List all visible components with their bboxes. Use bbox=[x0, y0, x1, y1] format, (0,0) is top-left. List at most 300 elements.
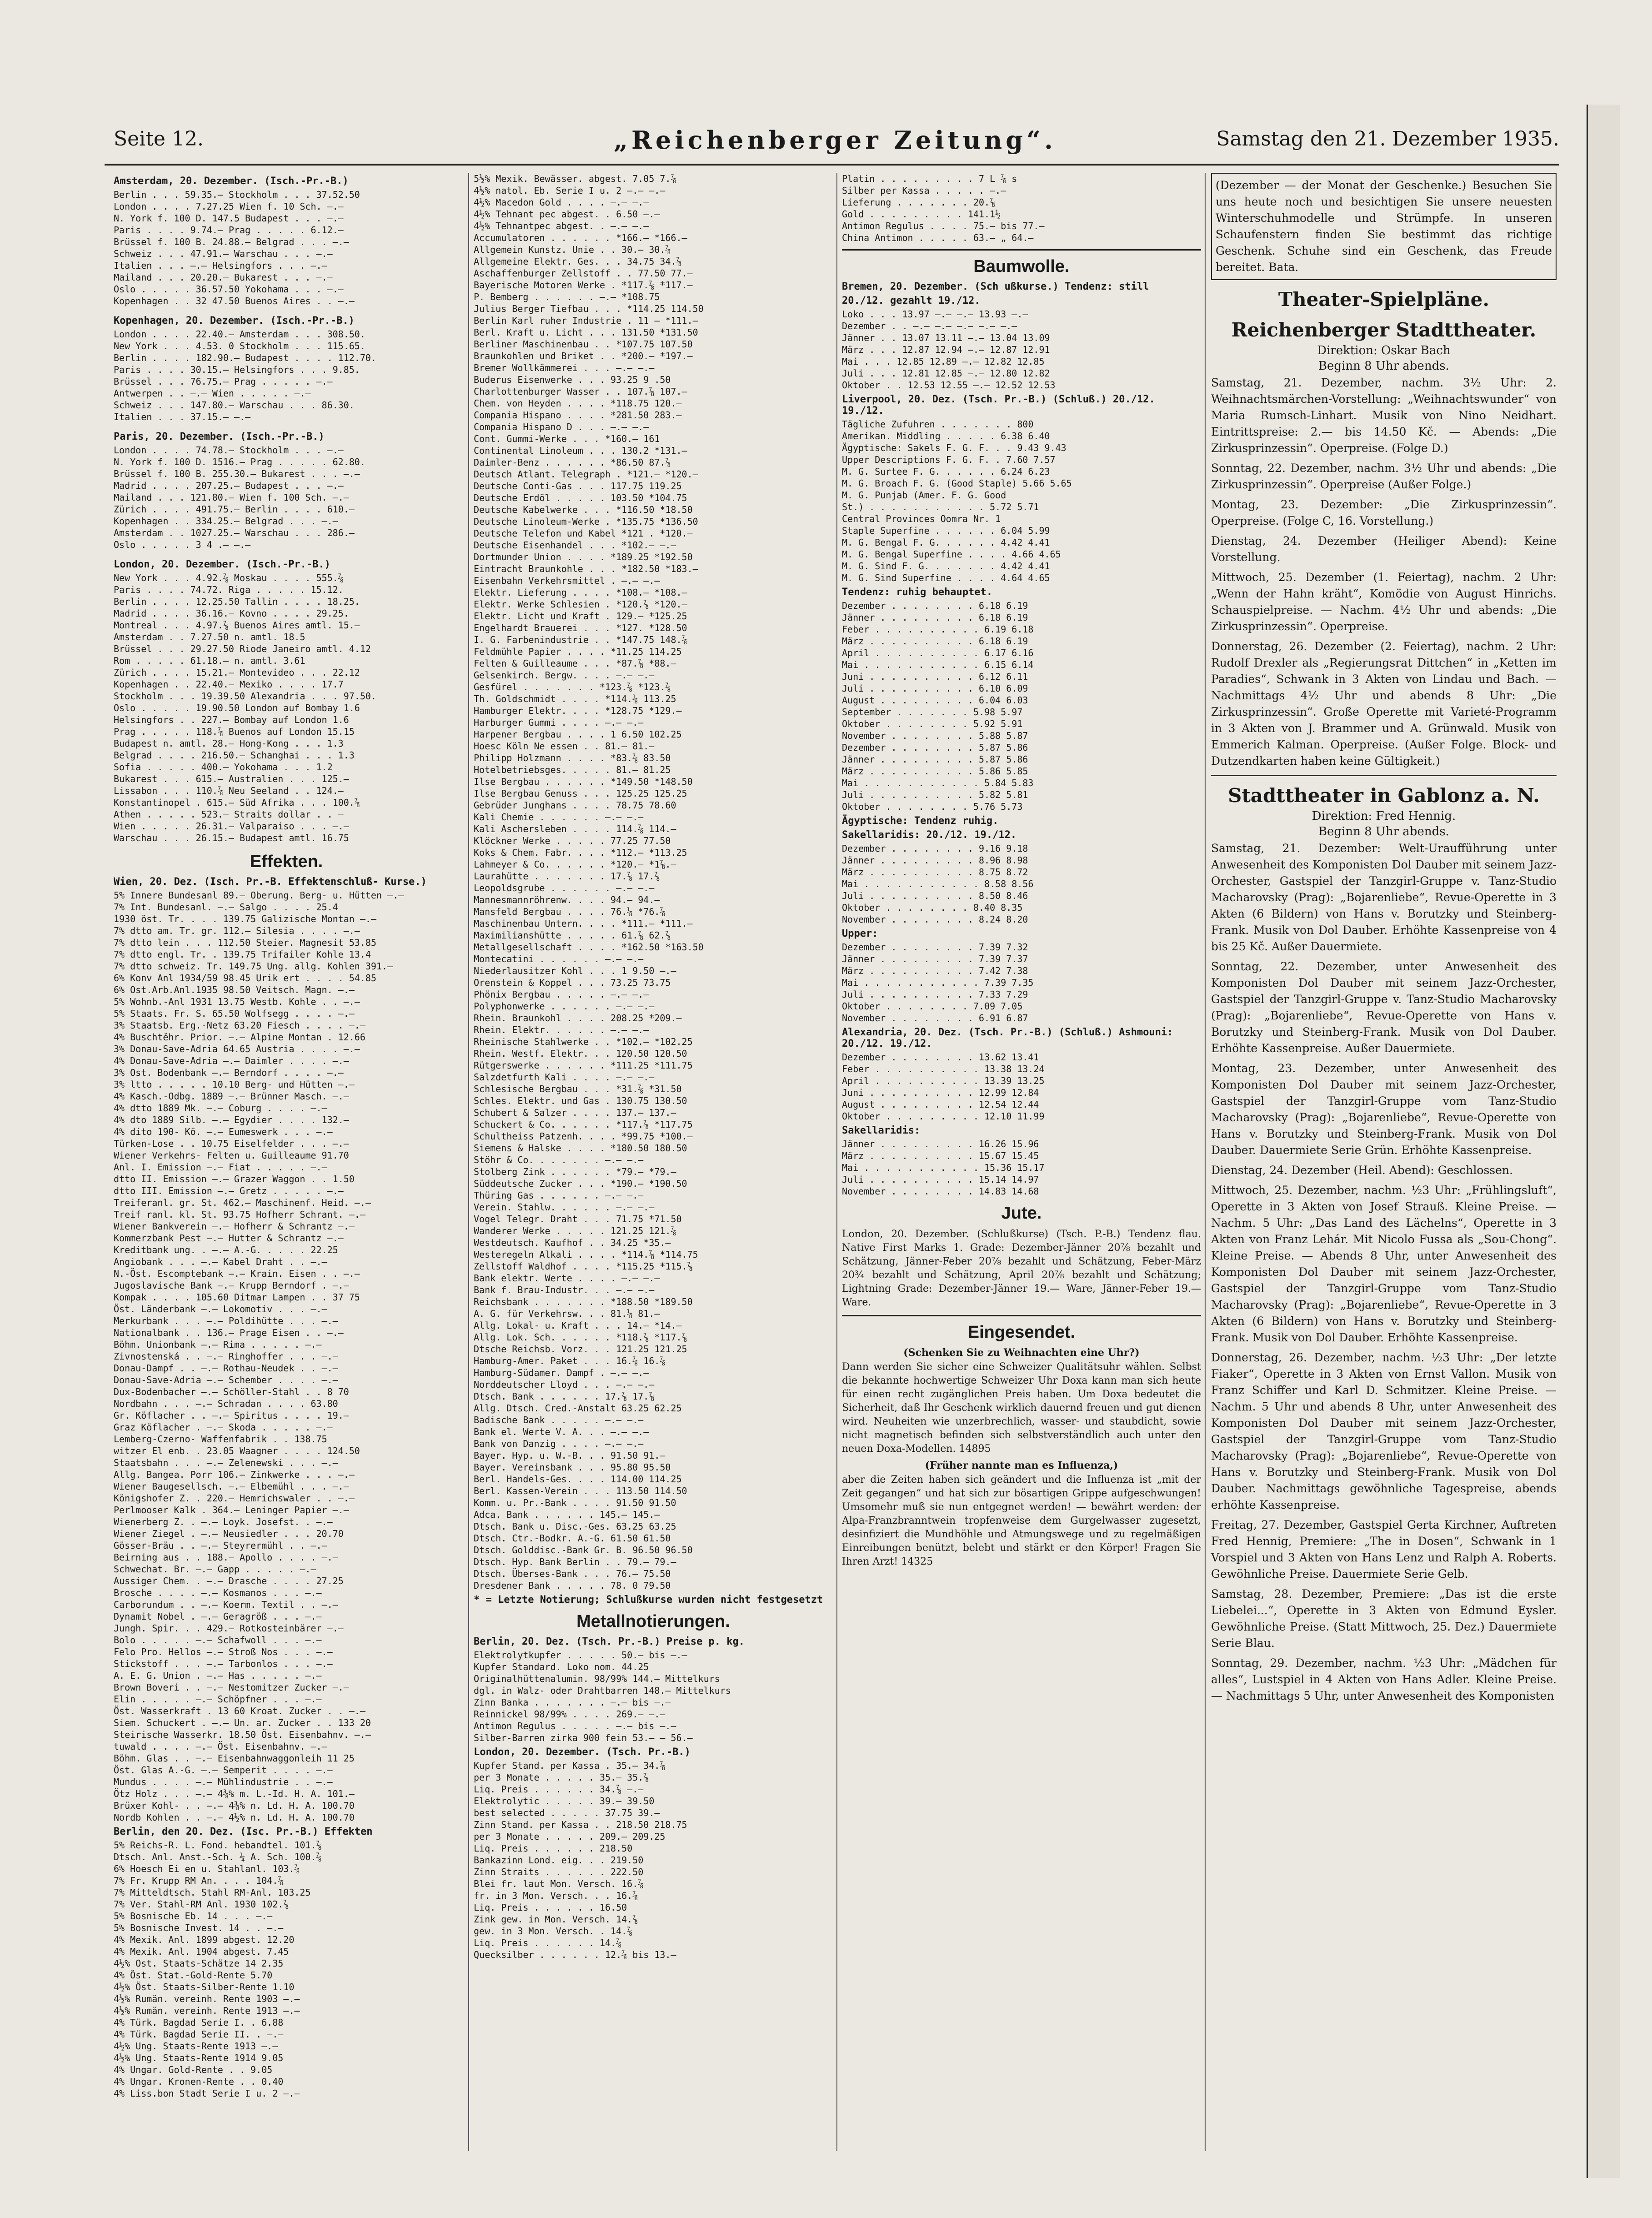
bond-row: 7% Ver. Stahl-RM Anl. 1930 102.⅞ bbox=[114, 1899, 289, 1910]
stock-row: Berl. Handels-Ges. . . . 114.00 114.25 bbox=[474, 1474, 682, 1485]
stock-row: Bayerische Motoren Werke . *117.⅞ *117.— bbox=[474, 280, 693, 291]
bond-row: 4½% Rumän. vereinh. Rente 1903 —.— bbox=[114, 1993, 300, 2004]
cotton-row: St.) . . . . . . . . . . . 5.72 5.71 bbox=[842, 502, 1039, 512]
stock-row: Braunkohlen und Briket . . *200.— *197.— bbox=[474, 351, 693, 361]
stock-row: 3% Staatsb. Erg.-Netz 63.20 Fiesch . . . . —.— bbox=[114, 1020, 365, 1031]
stock-row: Schultheiss Patzenh. . . . *99.75 *100.— bbox=[474, 1131, 693, 1142]
stock-row: Donau-Dampf . . —.— Rothau-Neudek . . —.— bbox=[114, 1363, 338, 1374]
theater-direction: Direktion: Fred Hennig. bbox=[1312, 809, 1456, 823]
section-title: Eingesendet. bbox=[967, 1323, 1076, 1342]
exchange-row: Amsterdam . . 7.27.50 n. amtl. 18.5 bbox=[114, 632, 305, 642]
stock-row: Zivnostenská . . —.— Ringhoffer . . . —.— bbox=[114, 1351, 338, 1362]
theater-direction: Direktion: Oskar Bach bbox=[1317, 344, 1451, 357]
stock-row: Berl. Kraft u. Licht . . . 131.50 *131.50 bbox=[474, 327, 698, 338]
stock-row: Buderus Eisenwerke . . . 93.25 9 .50 bbox=[474, 374, 671, 385]
cotton-row: Oktober . . 12.53 12.55 —.— 12.52 12.53 bbox=[842, 380, 1056, 391]
cotton-row: März . . . . . . . . . . 15.67 15.45 bbox=[842, 1150, 1039, 1161]
cotton-row: Juli . . . . . . . . . . 8.50 8.46 bbox=[842, 890, 1028, 901]
stock-row: Rheinische Stahlwerke . . *102.— *102.25 bbox=[474, 1036, 693, 1047]
exchange-row: Berlin . . . . 182.90.— Budapest . . . . 112.70. bbox=[114, 352, 376, 363]
bond-row: 4% Mexik. Anl. 1899 abgest. 12.20 bbox=[114, 1934, 295, 1945]
stock-row: Th. Goldschmidt . . . . *114.⅛ 113.25 bbox=[474, 693, 676, 704]
stock-row: Mundus . . . . —.— Mühlindustrie . . —.— bbox=[114, 1776, 333, 1787]
stock-row: dtto III. Emission —.— Gretz . . . . . —.— bbox=[114, 1185, 344, 1196]
cotton-row: März . . . 12.87 12.94 —.— 12.87 12.91 bbox=[842, 344, 1050, 355]
metal-row: Liq. Preis . . . . . . 14.⅞ bbox=[474, 1937, 622, 1948]
stock-row: Wanderer Werke . . . . . 121.25 121.⅞ bbox=[474, 1225, 676, 1236]
cotton-row: Mai . . . . . . . . . . . 15.36 15.17 bbox=[842, 1162, 1045, 1173]
metal-row: Antimon Regulus . . . . 75.— bis 77.— bbox=[842, 221, 1045, 231]
stock-row: 7% dtto am. Tr. gr. 112.— Silesia . . . . —.— bbox=[114, 925, 360, 936]
stock-row: Kreditbank ung. . —.— A.-G. . . . . 22.25 bbox=[114, 1244, 338, 1255]
divider bbox=[842, 249, 1201, 251]
program-entry: Samstag, 28. Dezember, Premiere: „Das ist die erste Liebelei...“, Operette in 3 Akten von Edmund Eysler. Gewöhnliche Preise. (Statt Mittwoch, 25. Dez.) Dauermiete Serie Blau. bbox=[1211, 1587, 1557, 1650]
theater-title: Reichenberger Stadttheater. bbox=[1231, 319, 1537, 341]
metal-row: Elektrolytkupfer . . . . . 50.— bis —.— bbox=[474, 1650, 687, 1661]
cotton-row: M. G. Sind F. G. . . . . . . 4.42 4.41 bbox=[842, 561, 1050, 572]
metal-row: Kupfer Stand. per Kassa . 35.— 34.⅞ bbox=[474, 1760, 666, 1771]
exchange-row: Brüssel f. 100 B. 24.88.— Belgrad . . . —.— bbox=[114, 236, 349, 247]
exchange-row: Schweiz . . . 147.80.— Warschau . . . 86.30. bbox=[114, 400, 355, 411]
cotton-row: Oktober . . . . . . . . . 12.10 11.99 bbox=[842, 1111, 1045, 1122]
stock-row: Königshofer Z. . 220.— Hemrichswaler . . —.— bbox=[114, 1493, 355, 1504]
stock-row: Öst. Wasserkraft . 13 60 Kroat. Zucker . . —.— bbox=[114, 1706, 365, 1716]
cotton-row: November . . . . . . . . 8.24 8.20 bbox=[842, 914, 1028, 925]
stock-row: Ilse Bergbau Genuss . . . 125.25 125.25 bbox=[474, 788, 687, 799]
stock-row: Öst. Länderbank —.— Lokomotiv . . . —.— bbox=[114, 1304, 327, 1315]
stock-row: Thüring Gas . . . . . . —.— —.— bbox=[474, 1190, 644, 1201]
stock-row: Bolo . . . . . —.— Schafwoll . . . —.— bbox=[114, 1635, 322, 1646]
section-title: Effekten. bbox=[250, 852, 323, 871]
cotton-row: Dezember . . . . . . . . 13.62 13.41 bbox=[842, 1052, 1039, 1063]
stock-row: Elektr. Lieferung . . . . *108.— *108.— bbox=[474, 587, 687, 598]
section-title: Jute. bbox=[1001, 1204, 1042, 1223]
stock-row: Böhm. Glas . . —.— Eisenbahnwaggonleih 11 25 bbox=[114, 1753, 355, 1764]
program-entry: Samstag, 21. Dezember: Welt-Uraufführung unter Anwesenheit des Komponisten Dol Dauber mit seinem Jazz-Orchester, Gastspiel der Tanzgirl-Gruppe v. Tanz-Studio Macharovsky (Prag): „Bojarenliebe“, Revue-Operette in 3 Akten (6 Bildern) von Hans v. Borutzky und Steinberg-Frank. Musik von Dol Dauber. Erhöhte Kassenpreise von 4 bis 25 Kč. Außer Dauermiete. bbox=[1211, 842, 1557, 953]
stock-row: Daimler-Benz . . . . . . *86.50 87.⅞ bbox=[474, 457, 671, 468]
stock-row: Nordbahn . . . —.— Schradan . . . . 63.80 bbox=[114, 1398, 338, 1409]
stock-row: Brosche . . . . —.— Kosmanos . . . —.— bbox=[114, 1587, 322, 1598]
cotton-row: Staple Superfine . . . . . . 6.04 5.99 bbox=[842, 525, 1050, 536]
column-commodities bbox=[836, 173, 1201, 2151]
exchange-row: Kopenhagen . . 22.40.— Mexiko . . . . 17.7 bbox=[114, 679, 344, 690]
cotton-row: Juli . . . . . . . . . . 7.33 7.29 bbox=[842, 989, 1028, 1000]
exchange-row: Bukarest . . . 615.— Australien . . . 125.— bbox=[114, 773, 349, 784]
section-heading: Tendenz: ruhig behauptet. bbox=[842, 587, 993, 598]
cotton-row: Amerikan. Middling . . . . . 6.38 6.40 bbox=[842, 431, 1050, 442]
bond-row: 4½% Ost. Staats-Schätze 14 2.35 bbox=[114, 1958, 284, 1969]
stock-row: Harpener Bergbau . . . . 1 6.50 102.25 bbox=[474, 729, 682, 740]
metal-row: fr. in 3 Mon. Versch. . . 16.⅞ bbox=[474, 1890, 638, 1901]
stock-row: Dtsch. Hyp. Bank Berlin . . 79.— 79.— bbox=[474, 1556, 676, 1567]
bond-row: 7% Mitteldtsch. Stahl RM-Anl. 103.25 bbox=[114, 1887, 311, 1898]
program-entry: Montag, 23. Dezember, unter Anwesenheit des Komponisten Dol Dauber mit seinem Jazz-Orchester, Gastspiel der Tanzgirl-Gruppe vom Tanz-Studio Macharovsky (Prag): „Bojarenliebe“, Revue-Operette von Hans v. Borutzky und Steinberg-Frank. Musik von Dol Dauber. Dauermiete Serie Grün. Erhöhte Kassenpreise. bbox=[1211, 1062, 1557, 1157]
section-heading: Sakellaridis: bbox=[842, 1125, 921, 1136]
stock-row: 3% Ost. Bodenbank —.— Berndorf . . . . —.— bbox=[114, 1067, 344, 1078]
exchange-row: Oslo . . . . . 3 4 .— —.— bbox=[114, 539, 251, 550]
metal-row: Silber-Barren zirka 900 fein 53.— — 56.— bbox=[474, 1732, 693, 1743]
stock-row: Treif ranl. kl. St. 93.75 Hofherr Schrant. —.— bbox=[114, 1209, 365, 1220]
advert-box: (Dezember — der Monat der Geschenke.) Besuchen Sie uns heute noch und besichtigen Sie unsere neuesten Winterschuhmodelle und Strümpfe. In unseren Schaufenstern finden Sie bestimmt das richtige Geschenk. Schuhe sind ein Geschenk, das Freude bereitet. Bata. bbox=[1211, 173, 1557, 280]
exchange-row: N. York f. 100 D. 1516.— Prag . . . . . 62.80. bbox=[114, 457, 365, 467]
stock-row: Schubert & Salzer . . . . 137.— 137.— bbox=[474, 1107, 676, 1118]
metal-row: Zinn Straits . . . . . . 222.50 bbox=[474, 1867, 644, 1877]
exchange-row: New York . . . 4.53. 0 Stockholm . . . 115.65. bbox=[114, 341, 365, 351]
stock-row: Stickstoff . . . —.— Tarbonlos . . . —.— bbox=[114, 1658, 333, 1669]
stock-row: Schwechat. Br. —.— Gapp . . . . . —.— bbox=[114, 1564, 316, 1575]
issue-date: Samstag den 21. Dezember 1935. bbox=[1216, 127, 1559, 151]
stock-row: Julius Berger Tiefbau . . . *114.25 114.50 bbox=[474, 303, 704, 314]
stock-row: Compania Hispano . . . . *281.50 283.— bbox=[474, 410, 682, 421]
bond-row: 4% Liss.bon Stadt Serie I u. 2 —.— bbox=[114, 2088, 300, 2099]
notice-heading: (Früher nannte man es Influenza,) bbox=[925, 1460, 1118, 1471]
newspaper-page bbox=[105, 105, 1618, 2178]
exchange-row: London . . . . 7.27.25 Wien f. 10 Sch. —.— bbox=[114, 201, 344, 212]
exchange-row: Italien . . . —.— Helsingfors . . . —.— bbox=[114, 260, 327, 271]
stock-row: Aussiger Chem. . —.— Drasche . . . . 27.25 bbox=[114, 1576, 344, 1586]
metal-row: Lieferung . . . . . . . 20.⅞ bbox=[842, 197, 996, 208]
stock-row: Bank f. Brau-Industr. . . —.— —.— bbox=[474, 1285, 655, 1295]
cotton-row: Oktober . . . . . . . . 7.09 7.05 bbox=[842, 1001, 1023, 1012]
stock-row: Deutsche Linoleum-Werke . *135.75 *136.50 bbox=[474, 516, 698, 527]
stock-row: Merkurbank . . . —.— Poldihütte . . . —.— bbox=[114, 1315, 338, 1326]
exchange-row: Montreal . . . 4.97.⅞ Buenos Aires amtl. 15.— bbox=[114, 620, 360, 631]
stock-row: Wiener Baugesellsch. —.— Elbemühl . . . —.— bbox=[114, 1481, 349, 1492]
stock-row: Bayer. Hyp. u. W.-B. . . 91.50 91.— bbox=[474, 1450, 666, 1461]
notice-heading: (Schenken Sie zu Weihnachten eine Uhr?) bbox=[903, 1347, 1140, 1359]
stock-row: Brown Boveri . . —.— Nestomitzer Zucker —.— bbox=[114, 1682, 349, 1693]
bond-row: 5% Bosnische Invest. 14 . . —.— bbox=[114, 1922, 284, 1933]
column-berlin-stocks bbox=[468, 173, 833, 2151]
metal-row: Blei fr. laut Mon. Versch. 16.⅞ bbox=[474, 1878, 644, 1889]
exchange-row: Prag . . . . . 118.⅞ Buenos auf London 15.15 bbox=[114, 726, 355, 737]
stock-row: Süddeutsche Zucker . . . *190.— *190.50 bbox=[474, 1178, 687, 1189]
stock-row: Kompak . . . . 105.60 Ditmar Lampen . . 37 75 bbox=[114, 1292, 360, 1303]
metal-row: Zink gew. in Mon. Versch. 14.⅞ bbox=[474, 1914, 638, 1925]
stock-row: Maschinenbau Untern. . . . *111.— *111.— bbox=[474, 918, 693, 929]
cotton-row: Juli . . . 12.81 12.85 —.— 12.80 12.82 bbox=[842, 368, 1050, 379]
cotton-row: Ägyptische: Sakels F. G. F. . . 9.43 9.43 bbox=[842, 442, 1066, 453]
cotton-row: Dezember . . —.— —.— —.— —.— —.— bbox=[842, 321, 1017, 331]
bond-row: 5% Bosnische Eb. 14 . . . —.— bbox=[114, 1911, 273, 1922]
exchange-row: Sofia . . . . . 400.— Yokohama . . . 1.2 bbox=[114, 762, 333, 773]
stock-row: Allg. Bangea. Porr 106.— Zinkwerke . . . —.— bbox=[114, 1469, 355, 1480]
section-heading: London, 20. Dezember. (Tsch. Pr.-B.) bbox=[474, 1746, 691, 1758]
stock-row: Eisenbahn Verkehrsmittel . —.— —.— bbox=[474, 575, 660, 586]
stock-row: Anl. I. Emission —.— Fiat . . . . . —.— bbox=[114, 1162, 327, 1173]
cotton-row: November . . . . . . . . 5.88 5.87 bbox=[842, 730, 1028, 741]
stock-row: Kali Aschersleben . . . . 114.⅞ 114.— bbox=[474, 823, 676, 834]
bond-row: 4½% Ung. Staats-Rente 1913 —.— bbox=[114, 2041, 278, 2052]
section-title: Baumwolle. bbox=[973, 257, 1070, 276]
exchange-row: Antwerpen . . —.— Wien . . . . . —.— bbox=[114, 388, 311, 399]
stock-row: Berliner Maschinenbau . . *107.75 107.50 bbox=[474, 339, 693, 350]
exchange-row: Konstantinopel . 615.— Süd Afrika . . . 100.⅞ bbox=[114, 797, 360, 808]
bond-row: 4½% Rumän. vereinh. Rente 1913 —.— bbox=[114, 2005, 300, 2016]
exchange-row: Wien . . . . . 26.31.— Valparaiso . . . —.— bbox=[114, 821, 349, 832]
stock-row: Norddeutscher Lloyd . . . —.— —.— bbox=[474, 1379, 655, 1390]
metal-row: Silber per Kassa . . . . . —.— bbox=[842, 185, 1006, 196]
stock-row: Graz Köflacher . —.— Skoda . . . . . —.— bbox=[114, 1422, 333, 1433]
stock-row: 7% dtto engl. Tr. . 139.75 Trifailer Kohle 13.4 bbox=[114, 949, 371, 960]
section-heading: Bremen, 20. Dezember. (Sch ußkurse.) Tendenz: still bbox=[842, 281, 1149, 292]
exchange-row: Athen . . . . . 523.— Straits dollar . . — bbox=[114, 809, 344, 820]
stock-row: Bremer Wollkämmerei . . . —.— —.— bbox=[474, 362, 655, 373]
column-headers: 20./12. gezahlt 19./12. bbox=[842, 295, 981, 306]
exchange-row: Paris . . . . 30.15.— Helsingfors . . . 9.85. bbox=[114, 364, 360, 375]
metal-row: Zinn Banka . . . . . . . —.— bis —.— bbox=[474, 1697, 671, 1708]
cotton-row: Jänner . . . . . . . . . 6.18 6.19 bbox=[842, 612, 1028, 623]
cotton-row: Central Provinces Oomra Nr. 1 bbox=[842, 513, 1001, 524]
cotton-row: April . . . . . . . . . . 13.39 13.25 bbox=[842, 1075, 1045, 1086]
cotton-row: September . . . . . . . 5.98 5.97 bbox=[842, 707, 1023, 718]
stock-row: Staatsbahn . . . —.— Zelenewski . . . —.— bbox=[114, 1457, 338, 1468]
stock-row: Montecatini . . . . . . —.— —.— bbox=[474, 953, 644, 964]
stock-row: Koks & Chem. Fabr. . . . *112.— *113.25 bbox=[474, 847, 687, 858]
stock-row: Angiobank . . . —.— Kabel Draht . . —.— bbox=[114, 1256, 327, 1267]
stock-row: 3% ltto . . . . . 10.10 Berg- und Hütten —.— bbox=[114, 1079, 355, 1090]
program-entry: Mittwoch, 25. Dezember, nachm. ½3 Uhr: „Frühlingsluft“, Operette in 3 Akten von Josef Strauß. Kleine Preise. — Nachm. 5 Uhr: „Das Land des Lächelns“, Operette in 3 Akten von Franz Lehár. Mit Nicolo Fussa als „Sou-Chong“. Kleine Preise. — Abends 8 Uhr, unter Anwesenheit des Komponisten Dol Dauber mit seinem Jazz-Orchester, Gastspiel der Tanzgirl-Gruppe vom Tanz-Studio Macharovsky (Prag): „Bojarenliebe“, Revue-Operette in 3 Akten (6 Bildern) von Hans v. Borutzky und Steinberg-Frank. Musik von Dol Dauber. Erhöhte Kassenpreise. bbox=[1211, 1184, 1557, 1344]
cotton-row: Tägliche Zufuhren . . . . . . . 800 bbox=[842, 419, 1034, 430]
stock-row: Deutsche Conti-Gas . . . 117.75 119.25 bbox=[474, 481, 682, 492]
page-header bbox=[105, 123, 1559, 166]
stock-row: Ilse Bergbau . . . . . . *149.50 *148.50 bbox=[474, 776, 693, 787]
stock-row: Elin . . . . . —.— Schöpfner . . . —.— bbox=[114, 1694, 322, 1705]
exchange-row: Amsterdam . . 1027.25.— Warschau . . . 286.— bbox=[114, 527, 355, 538]
exchange-block bbox=[114, 176, 459, 307]
bond-row: 4% Türk. Bagdad Serie I. . 6.88 bbox=[114, 2017, 284, 2028]
stock-row: Dynamit Nobel . —.— Geragröß . . . —.— bbox=[114, 1611, 322, 1622]
exchange-row: London . . . . 22.40.— Amsterdam . . . 308.50. bbox=[114, 329, 365, 340]
metal-row: Gold . . . . . . . . . 141.1½ bbox=[842, 209, 1001, 220]
stock-row: Gösser-Bräu . . —.— Steyrermühl . . —.— bbox=[114, 1540, 327, 1551]
stock-row: Phönix Bergbau . . . . . —.— —.— bbox=[474, 989, 649, 1000]
exchange-row: Mailand . . . 20.20.— Bukarest . . . —.— bbox=[114, 272, 333, 283]
stock-row: Hotelbetriebsges. . . . . 81.— 81.25 bbox=[474, 764, 671, 775]
cotton-row: Mai . . . 12.85 12.89 —.— 12.82 12.85 bbox=[842, 356, 1045, 367]
stock-row: 4% dito 190- Kö. —.— Eumeswerk . . . —.— bbox=[114, 1126, 333, 1137]
cotton-row: Jänner . . 13.07 13.11 —.— 13.04 13.09 bbox=[842, 332, 1050, 343]
cotton-row: Dezember . . . . . . . . 6.18 6.19 bbox=[842, 600, 1028, 611]
stock-row: Berl. Kassen-Verein . . . 113.50 114.50 bbox=[474, 1485, 687, 1496]
metal-row: Bankazinn Lond. eig. . . 219.50 bbox=[474, 1855, 644, 1866]
stock-row: Wiener Verkehrs- Felten u. Guilleaume 91.70 bbox=[114, 1150, 349, 1161]
stock-row: Dtsch. Bank u. Disc.-Ges. 63.25 63.25 bbox=[474, 1521, 676, 1532]
stock-row: Elektr. Werke Schlesien . *120.⅞ *120.— bbox=[474, 599, 687, 610]
stock-row: Polyphonwerke . . . . . . —.— —.— bbox=[474, 1001, 655, 1012]
stock-row: Jungh. Spir. . . 429.— Rotkosteinbärer —.— bbox=[114, 1623, 344, 1634]
program-entry: Sonntag, 22. Dezember, nachm. 3½ Uhr und abends: „Die Zirkusprinzessin“. Operpreise (Außer Folge.) bbox=[1211, 462, 1557, 491]
stock-row: Perlmooser Kalk . 364.— Leninger Papier —.— bbox=[114, 1505, 349, 1515]
stock-row: Rhein. Elektr. . . . . . —.— —.— bbox=[474, 1024, 649, 1035]
stock-row: Zellstoff Waldhof . . . . *115.25 *115.⅞ bbox=[474, 1261, 693, 1272]
program-entry: Samstag, 21. Dezember, nachm. 3½ Uhr: 2. Weihnachtsmärchen-Vorstellung: „Weihnachtswunder“ von Maria Rumsch-Linhart. Musik von Nino Neidhart. Eintrittspreise: 2.— bis 14.50 Kč. — Abends: „Die Zirkusprinzessin“. Operpreise. (Folge D.) bbox=[1211, 376, 1557, 455]
exchange-row: Italien . . . 37.15.— —.— bbox=[114, 411, 251, 422]
stock-row: Deutsche Kabelwerke . . . *116.50 *18.50 bbox=[474, 504, 693, 515]
page-number: Seite 12. bbox=[114, 127, 204, 151]
section-title: Theater-Spielpläne. bbox=[1278, 288, 1490, 311]
bond-row: 4% Ungar. Kronen-Rente . . 0.40 bbox=[114, 2076, 284, 2087]
stock-row: Philipp Holzmann . . . . *83.⅞ 83.50 bbox=[474, 753, 671, 763]
cotton-row: März . . . . . . . . . . 8.75 8.72 bbox=[842, 867, 1028, 878]
notice-text: aber die Zeiten haben sich geändert und die Influenza ist „mit der Zeit gegangen“ und hat sich zur bösartigen Grippe aufgeschwungen! Umsomehr muß sie nun entgegnet werden! — bewährt werden: der Alpa-Franzbranntwein tropfenweise dem Gurgelwasser zugesetzt, desinfiziert die Mundhöhle und Atmungswege und zu regelmäßigen Einreibungen benützt, belebt und stärkt er den Körper! Fragen Sie Ihren Arzt! 14325 bbox=[842, 1474, 1201, 1567]
cotton-row: März . . . . . . . . . . 6.18 6.19 bbox=[842, 636, 1028, 647]
stock-row: Rütgerswerke . . . . . . *111.25 *111.75 bbox=[474, 1060, 693, 1071]
stock-row: Wiener Ziegel . —.— Neusiedler . . . 20.70 bbox=[114, 1528, 344, 1539]
stock-row: Dtsche Reichsb. Vorz. . . 121.25 121.25 bbox=[474, 1344, 687, 1355]
exchange-block bbox=[114, 431, 459, 551]
metal-row: best selected . . . . . 37.75 39.— bbox=[474, 1807, 660, 1818]
stock-row: Siemens & Halske . . . . *180.50 180.50 bbox=[474, 1143, 687, 1154]
stock-row: Deutsche Telefon und Kabel *121 . *120.— bbox=[474, 528, 693, 539]
cotton-row: Jänner . . . . . . . . . 8.96 8.98 bbox=[842, 855, 1028, 866]
exchange-row: Oslo . . . . . 19.90.50 London auf Bombay 1.6 bbox=[114, 703, 360, 713]
cotton-row: Dezember . . . . . . . . 7.39 7.32 bbox=[842, 942, 1028, 953]
stock-row: Gr. Köflacher . . —.— Spiritus . . . . 19.— bbox=[114, 1410, 349, 1421]
exchange-row: Madrid . . . . 36.16.— Kovno . . . . 29.25. bbox=[114, 608, 349, 619]
stock-row: 4½% Macedon Gold . . . . —.— —.— bbox=[474, 197, 649, 208]
program-entry: Mittwoch, 25. Dezember (1. Feiertag), nachm. 2 Uhr: „Wenn der Hahn kräht“, Komödie von August Hinrichs. Schauspielpreise. — Nachm. 4½ Uhr und abends: „Die Zirkusprinzessin“. Operpreise. bbox=[1211, 571, 1557, 633]
cotton-row: M. G. Surtee F. G. . . . . . 6.24 6.23 bbox=[842, 466, 1050, 477]
stock-row: Schles. Elektr. und Gas . 130.75 130.50 bbox=[474, 1095, 687, 1106]
stock-row: Elektr. Licht und Kraft . 129.— *125.25 bbox=[474, 611, 687, 622]
stock-row: Schlesische Bergbau . . . *31.⅞ *31.50 bbox=[474, 1084, 682, 1094]
cotton-row: Mai . . . . . . . . . . . 5.84 5.83 bbox=[842, 778, 1034, 788]
stock-row: Dtsch. Überses-Bank . . . 76.— 75.50 bbox=[474, 1568, 671, 1579]
exchange-row: Lissabon . . . 110.⅞ Neu Seeland . . 124.— bbox=[114, 785, 344, 796]
cotton-row: Juli . . . . . . . . . . 5.82 5.81 bbox=[842, 789, 1028, 800]
exchange-heading: London, 20. Dezember. (Isch.-Pr.-B.) bbox=[114, 559, 330, 570]
metal-row: Reinnickel 98/99% . . . . 269.— —.— bbox=[474, 1709, 666, 1720]
metal-row: China Antimon . . . . . 63.— „ 64.— bbox=[842, 232, 1034, 243]
cotton-row: M. G. Punjab (Amer. F. G. Good bbox=[842, 490, 1006, 501]
stock-row: Reichsbank . . . . . . . *188.50 *189.50 bbox=[474, 1296, 693, 1307]
stock-row: 4% Donau-Save-Adria —.— Daimler . . . . —.— bbox=[114, 1055, 349, 1066]
metal-row: per 3 Monate . . . . . 35.— 35.⅞ bbox=[474, 1772, 649, 1783]
section-heading: Sakellaridis: 20./12. 19./12. bbox=[842, 829, 1017, 841]
stock-row: Metallgesellschaft . . . . *162.50 *163.50 bbox=[474, 942, 704, 953]
cotton-row: August . . . . . . . . . 6.04 6.03 bbox=[842, 695, 1028, 706]
stock-row: Accumulatoren . . . . . . *166.— *166.— bbox=[474, 232, 687, 243]
footnote: * = Letzte Notierung; Schlußkurse wurden nicht festgesetzt bbox=[474, 1594, 823, 1606]
stock-row: 4% Buschtěhr. Prior. —.— Alpine Montan . 12.66 bbox=[114, 1032, 365, 1043]
exchange-row: Belgrad . . . . 216.50.— Schanghai . . . 1.3 bbox=[114, 750, 355, 761]
section-heading: Alexandria, 20. Dez. (Tsch. Pr.-B.) (Schluß.) Ashmouni: 20./12. 19./12. bbox=[842, 1027, 1173, 1049]
stock-row: Öst. Glas A.-G. —.— Semperit . . . . —.— bbox=[114, 1765, 333, 1776]
bond-row: 5% Reichs-R. L. Fond. hebandtel. 101.⅞ bbox=[114, 1840, 322, 1851]
stock-row: Hamburger Elektr. . . . *128.75 *129.— bbox=[474, 705, 682, 716]
stock-row: Wienerberg Z. . —.— Loyk. Josefst. . —.— bbox=[114, 1516, 333, 1527]
stock-row: Böhm. Unionbank —.— Rima . . . . . —.— bbox=[114, 1339, 322, 1350]
stock-row: Eintracht Braunkohle . . . *182.50 *183.— bbox=[474, 563, 698, 574]
cotton-row: Jänner . . . . . . . . . 16.26 15.96 bbox=[842, 1139, 1039, 1149]
section-heading: Upper: bbox=[842, 928, 878, 939]
stock-row: Kali Chemie . . . . . . —.— —.— bbox=[474, 812, 644, 823]
stock-row: Bank el. Werte V. A. . . —.— —.— bbox=[474, 1426, 649, 1437]
bond-row: Dtsch. Anl. Anst.-Sch. ¼ A. Sch. 100.⅞ bbox=[114, 1852, 322, 1862]
cotton-row: Loko . . . 13.97 —.— —.— 13.93 —.— bbox=[842, 309, 1028, 320]
stock-row: 6% Ost.Arb.Anl.1935 98.50 Veitsch. Magn. —.— bbox=[114, 984, 355, 995]
cotton-row: April . . . . . . . . . . 6.17 6.16 bbox=[842, 647, 1034, 658]
cotton-row: Oktober . . . . . . . . 8.40 8.35 bbox=[842, 902, 1023, 913]
stock-row: Hamburg-Amer. Paket . . . 16.⅞ 16.⅞ bbox=[474, 1355, 666, 1366]
stock-row: Komm. u. Pr.-Bank . . . . 91.50 91.50 bbox=[474, 1497, 676, 1508]
stock-row: Nordb Kohlen . . —.— 4½% n. Ld. H. A. 100.70 bbox=[114, 1812, 355, 1823]
stock-row: 7% dtto schweiz. Tr. 149.75 Ung. allg. Kohlen 391.— bbox=[114, 961, 393, 972]
stock-row: Allg. Dtsch. Cred.-Anstalt 63.25 62.25 bbox=[474, 1403, 682, 1414]
cotton-row: November . . . . . . . . 6.91 6.87 bbox=[842, 1013, 1028, 1024]
cotton-row: Oktober . . . . . . . . 5.76 5.73 bbox=[842, 801, 1023, 812]
exchange-row: Zürich . . . . 15.21.— Montevideo . . . 22.12 bbox=[114, 667, 360, 678]
cotton-row: Dezember . . . . . . . . 5.87 5.86 bbox=[842, 742, 1028, 753]
adjacent-page-edge bbox=[1587, 105, 1620, 2178]
cotton-row: November . . . . . . . . 14.83 14.68 bbox=[842, 1186, 1039, 1197]
section-heading: Berlin, den 20. Dez. (Isc. Pr.-B.) Effekten bbox=[114, 1826, 373, 1837]
exchange-row: Rom . . . . . 61.18.— n. amtl. 3.61 bbox=[114, 655, 305, 666]
column-exchange-rates bbox=[114, 173, 459, 2151]
program-entry: Montag, 23. Dezember: „Die Zirkusprinzessin“. Operpreise. (Folge C, 16. Vorstellung.) bbox=[1211, 498, 1557, 527]
cotton-row: Juli . . . . . . . . . . 15.14 14.97 bbox=[842, 1174, 1039, 1185]
exchange-row: Warschau . . . 26.15.— Budapest amtl. 16.75 bbox=[114, 833, 349, 843]
stock-row: Dtsch. Ctr.-Bodkr. A.-G. 61.50 61.50 bbox=[474, 1533, 671, 1544]
stock-row: Orenstein & Koppel . . . 73.25 73.75 bbox=[474, 977, 671, 988]
stock-row: Nationalbank . . 136.— Prage Eisen . . —.— bbox=[114, 1327, 344, 1338]
stock-row: Bayer. Vereinsbank . . . 95.80 95.50 bbox=[474, 1462, 671, 1473]
stock-row: Deutsche Eisenhandel . . . *102.— —.— bbox=[474, 540, 676, 551]
bond-row: 4½% Ung. Staats-Rente 1914 9.05 bbox=[114, 2052, 284, 2063]
stock-row: Adca. Bank . . . . . . 145.— 145.— bbox=[474, 1509, 660, 1520]
stock-row: Türken-Lose . . 10.75 Eiselfelder . . . —.— bbox=[114, 1138, 349, 1149]
exchange-row: N. York f. 100 D. 147.5 Budapest . . . —.— bbox=[114, 213, 344, 224]
stock-row: Jugoslavische Bank —.— Krupp Berndorf . —.— bbox=[114, 1280, 349, 1291]
cotton-row: März . . . . . . . . . . 5.86 5.85 bbox=[842, 766, 1028, 777]
stock-row: Salzdetfurth Kali . . . . —.— —.— bbox=[474, 1072, 655, 1083]
program-entry: Donnerstag, 26. Dezember (2. Feiertag), nachm. 2 Uhr: Rudolf Drexler als „Regierungsrat Dittchen“ in „Ketten im Paradies“, Schwank in 3 Akten von Lindau und Bach. — Nachmittags 4½ Uhr und abends 8 Uhr: „Die Zirkusprinzessin“. Große Operette mit Varieté-Programm in 3 Akten von J. Brammer und A. Grünwald. Musik von Emmerich Kalman. Operpreise. (Außer Folge. Block- und Dutzendkarten haben keine Gültigkeit.) bbox=[1211, 640, 1557, 768]
stock-row: Mansfeld Bergbau . . . . 76.⅛ *76.⅞ bbox=[474, 906, 666, 917]
stock-row: Charlottenburger Wasser . . 107.⅞ 107.— bbox=[474, 386, 687, 397]
cotton-row: März . . . . . . . . . . 7.42 7.38 bbox=[842, 965, 1028, 976]
section-title: Metallnotierungen. bbox=[576, 1612, 730, 1631]
stock-row: P. Bemberg . . . . . . —.— *108.75 bbox=[474, 291, 660, 302]
stock-row: 4% Kasch.-Odbg. 1889 —.— Brünner Masch. —.— bbox=[114, 1091, 349, 1102]
section-heading: Berlin, 20. Dez. (Tsch. Pr.-B.) Preise p. kg. bbox=[474, 1636, 745, 1647]
stock-row: Dtsch. Bank . . . . . . 17.⅞ 17.⅞ bbox=[474, 1391, 655, 1402]
cotton-row: Upper Descriptions F. G. F. . 7.60 7.57 bbox=[842, 454, 1056, 465]
theater-start-time: Beginn 8 Uhr abends. bbox=[1318, 825, 1449, 838]
stock-row: Allgemein Kunstz. Unie . . 30.— 30.⅞ bbox=[474, 244, 671, 255]
cotton-row: Juni . . . . . . . . . . 12.99 12.84 bbox=[842, 1087, 1039, 1098]
stock-row: Carborundum . . —.— Koerm. Textil . . —.— bbox=[114, 1599, 338, 1610]
stock-row: Siem. Schuckert . —.— Un. ar. Zucker . . 133 20 bbox=[114, 1717, 371, 1728]
exchange-row: Brüssel f. 100 B. 255.30.— Bukarest . . . —.— bbox=[114, 468, 360, 479]
stock-row: A. E. G. Union . —.— Has . . . . . —.— bbox=[114, 1670, 322, 1681]
metal-row: Kupfer Standard. Loko nom. 44.25 bbox=[474, 1661, 649, 1672]
metal-row: Elektrolytic . . . . . 39.— 39.50 bbox=[474, 1796, 655, 1807]
cotton-row: Mai . . . . . . . . . . . 8.58 8.56 bbox=[842, 878, 1034, 889]
stock-row: 7% dtto lein . . . 112.50 Steier. Magnesit 53.85 bbox=[114, 937, 376, 948]
metal-row: Liq. Preis . . . . . . 218.50 bbox=[474, 1843, 633, 1854]
stock-row: tuwald . . . . —.— Öst. Eisenbahnv. —.— bbox=[114, 1741, 327, 1752]
masthead: „Reichenberger Zeitung“. bbox=[614, 125, 1056, 155]
stock-row: Mannesmannröhrenw. . . . 94.— 94.— bbox=[474, 894, 660, 905]
exchange-row: Stockholm . . . 19.39.50 Alexandria . . . 97.50. bbox=[114, 691, 376, 702]
stock-row: Gebrüder Junghans . . . . 78.75 78.60 bbox=[474, 800, 676, 811]
stock-row: Verein. Stahlw. . . . . . —.— —.— bbox=[474, 1202, 655, 1213]
stock-row: Hamburg-Südamer. Dampf . —.— —.— bbox=[474, 1367, 649, 1378]
notice-text: Dann werden Sie sicher eine Schweizer Qualitätsuhr wählen. Selbst die bekannte hochwertige Schweizer Uhr Doxa kann man sich heute für einen recht zugänglichen Preis haben. Um Doxa bedeutet die Sicherheit, daß Ihr Geschenk wirklich dauernd freuen und gut dienen wird. Neuheiten wie unzerbrechlich, wasser- und staubdicht, sowie nicht magnetisch befinden sich selbstverständlich auch unter den neuen Doxa-Modellen. 14895 bbox=[842, 1361, 1201, 1455]
stock-row: Chem. von Heyden . . . . *118.75 120.— bbox=[474, 398, 682, 409]
stock-row: Schuckert & Co. . . . . . *117.⅞ *117.75 bbox=[474, 1119, 693, 1130]
